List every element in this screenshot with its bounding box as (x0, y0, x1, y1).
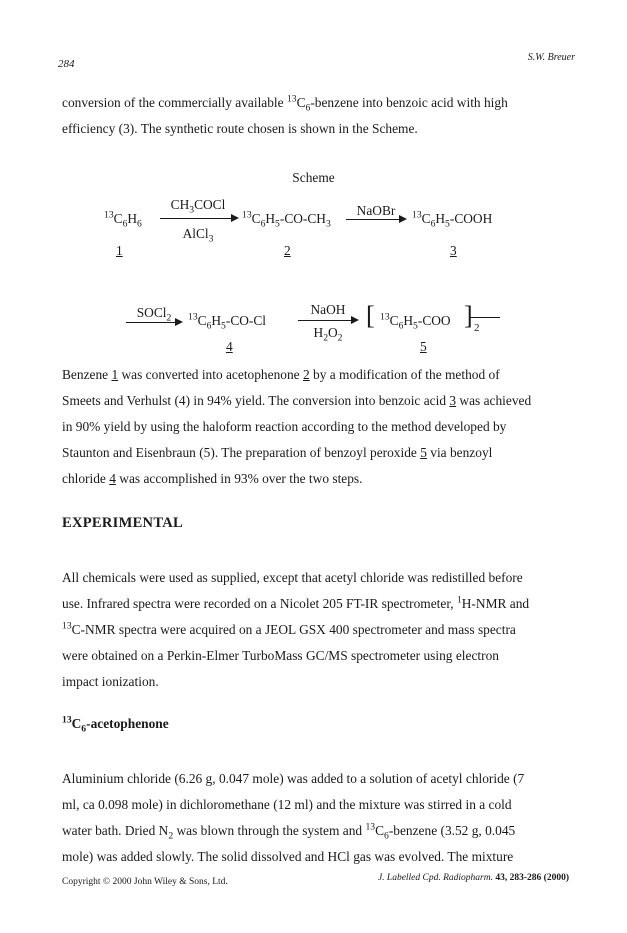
page-number: 284 (58, 58, 75, 70)
reagent-sodium-hypobromite: NaOBr (356, 203, 396, 218)
reagent-thionyl-chloride: SOCl$_2$ (136, 305, 172, 324)
acetophenone-line-4: mole) was added slowly. The solid dissolved and HCl gas was evolved. The mixture (62, 849, 514, 864)
reaction-arrow-4 (298, 320, 356, 321)
intro-line-1: conversion of the commercially available $^{13}C_6$-benzene into benzoic acid with high (62, 93, 508, 114)
compound-number-3: 3 (450, 243, 457, 258)
peroxide-multiplier: 2 (474, 322, 480, 334)
results-line-5: chloride 4 was accomplished in 93% over the two steps. (62, 471, 363, 486)
copyright-notice: Copyright © 2000 John Wiley & Sons, Ltd. (62, 877, 228, 887)
results-line-4: Staunton and Eisenbraun (5). The preparation of benzoyl peroxide 5 via benzoyl (62, 445, 493, 460)
compound-benzoic-acid: $^{13}C_6H_5$-COOH (412, 209, 493, 230)
experimental-line-4: were obtained on a Perkin-Elmer TurboMass GC/MS spectrometer using electron (62, 648, 499, 663)
compound-acetophenone: $^{13}C_6H_5-CO-CH_3$ (242, 209, 331, 230)
compound-number-4: 4 (226, 339, 233, 354)
experimental-line-2: use. Infrared spectra were recorded on a Nicolet 205 FT-IR spectrometer, $^1$H-NMR and (62, 594, 530, 611)
reagent-aluminium-chloride: AlCl$_3$ (182, 226, 214, 245)
compound-number-2: 2 (284, 243, 291, 258)
compound-benzoyl-chloride: $^{13}C_6H_5-CO-Cl$ (188, 311, 267, 332)
experimental-line-3: $^{13}$C-NMR spectra were acquired on a JEOL GSX 400 spectrometer and mass spectra (62, 620, 516, 637)
running-author: S.W. Breuer (527, 52, 575, 63)
compound-number-1: 1 (116, 243, 123, 258)
scheme-title: Scheme (292, 170, 335, 185)
acetophenone-line-1: Aluminium chloride (6.26 g, 0.047 mole) was added to a solution of acetyl chloride (7 (62, 771, 525, 786)
results-line-1: Benzene 1 was converted into acetophenone 2 by a modification of the method of (62, 367, 500, 382)
compound-benzene: $^{13}C_6H_6$ (104, 209, 142, 230)
peroxide-bond-line (470, 317, 500, 318)
reagent-hydrogen-peroxide: $H_2O_2$ (313, 325, 343, 344)
acetophenone-line-2: ml, ca 0.098 mole) in dichloromethane (12 ml) and the mixture was stirred in a cold (62, 797, 512, 812)
reagent-sodium-hydroxide: NaOH (310, 302, 346, 317)
reaction-arrow-2 (346, 219, 404, 220)
acetophenone-heading: $^{13}C_6$-acetophenone (62, 714, 169, 735)
bracket-close: ] (464, 301, 473, 330)
intro-paragraph (62, 90, 572, 142)
experimental-paragraph (62, 565, 572, 695)
results-line-3: in 90% yield by using the haloform reaction according to the method developed by (62, 419, 507, 434)
reaction-arrow-3 (126, 322, 180, 323)
experimental-line-5: impact ionization. (62, 674, 159, 689)
compound-benzoyl-peroxide: $^{13}C_6H_5$-COO (380, 311, 451, 332)
results-line-2: Smeets and Verhulst (4) in 94% yield. The conversion into benzoic acid 3 was achieved (62, 393, 532, 408)
results-paragraph (62, 362, 572, 492)
experimental-heading: EXPERIMENTAL (62, 515, 183, 531)
intro-line-2: efficiency (3). The synthetic route chosen is shown in the Scheme. (62, 121, 418, 136)
bracket-open: [ (366, 301, 375, 330)
compound-number-5: 5 (420, 339, 427, 354)
acetophenone-paragraph (62, 766, 572, 870)
experimental-line-1: All chemicals were used as supplied, except that acetyl chloride was redistilled before (62, 570, 523, 585)
journal-citation: J. Labelled Cpd. Radiopharm. 43, 283-286 (2000) (377, 873, 569, 883)
reagent-acetyl-chloride: $CH_3COCl$ (170, 197, 226, 216)
reaction-arrow-1 (160, 218, 236, 219)
acetophenone-line-3: water bath. Dried $N_2$ was blown through the system and $^{13}C_6$-benzene (3.52 g, 0.045 (62, 821, 516, 842)
